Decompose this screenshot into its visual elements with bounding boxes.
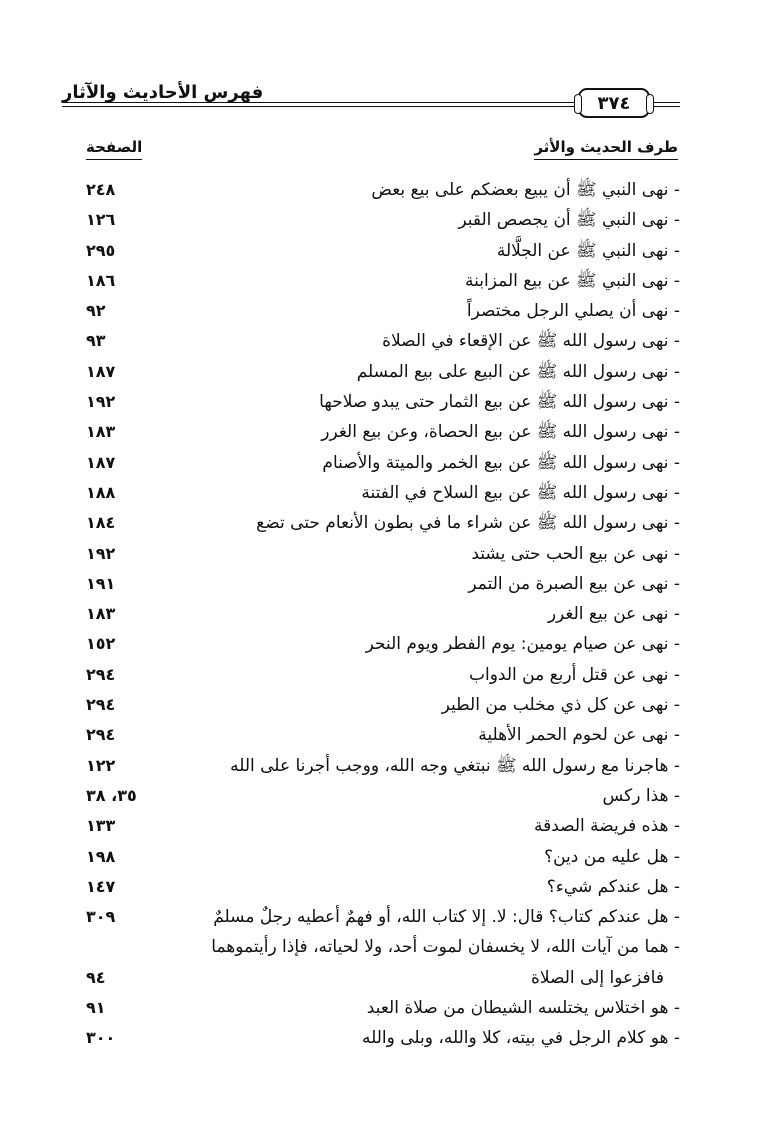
entry-text: - نهى عن قتل أربع من الدواب [468, 664, 680, 685]
index-entry [86, 387, 680, 417]
entry-page-number: ٣٠٩ [86, 907, 116, 927]
entry-text: - نهى النبي ﷺ عن الجلَّالة [496, 240, 680, 261]
entry-text: - هو اختلاس يختلسه الشيطان من صلاة العبد [366, 998, 680, 1019]
index-entry [86, 932, 680, 962]
entry-text: - نهى عن بيع الحب حتى يشتد [471, 543, 680, 564]
index-entry [86, 1023, 680, 1053]
index-entry [86, 993, 680, 1023]
entry-text: - هذه فريضة الصدقة [533, 816, 680, 837]
index-entry [86, 842, 680, 872]
entry-text: - نهى أن يصلي الرجل مختصراً [466, 301, 680, 322]
entry-page-number: ١٩٨ [86, 846, 116, 866]
index-entry [86, 236, 680, 266]
index-entry [86, 902, 680, 932]
index-entry [86, 781, 680, 811]
index-entry [86, 872, 680, 902]
index-entry [86, 266, 680, 296]
index-entry [86, 539, 680, 569]
entry-page-number: ٢٤٨ [86, 180, 116, 199]
index-entry [86, 175, 680, 205]
entry-text: - نهى عن كل ذي مخلب من الطير [441, 695, 680, 716]
entry-text: فافزعوا إلى الصلاة [530, 967, 664, 988]
index-entry [86, 690, 680, 720]
entry-text: - نهى عن بيع الغرر [547, 604, 680, 625]
entry-text: - نهى رسول الله ﷺ عن الإقعاء في الصلاة [382, 331, 680, 352]
entry-text: - نهى النبي ﷺ عن بيع المزابنة [465, 270, 680, 291]
entry-text: - نهى عن بيع الصبرة من التمر [468, 573, 680, 594]
index-entry [86, 357, 680, 387]
index-entry [86, 720, 680, 750]
entry-page-number: ٢٩٤ [86, 695, 116, 715]
entry-text: - هذا ركس [602, 785, 680, 806]
entry-page-number: ٩١ [86, 998, 106, 1018]
entry-page-number: ١٨٣ [86, 604, 116, 624]
page-column-heading: الصفحة [86, 138, 142, 160]
entry-page-number: ١٥٢ [86, 634, 116, 654]
index-entry [86, 599, 680, 629]
entry-page-number: ١٨٨ [86, 482, 116, 502]
entry-page-number: ٩٤ [86, 967, 106, 987]
entry-text: - هل عليه من دين؟ [544, 846, 680, 867]
entry-text: - هما من آيات الله، لا يخسفان لموت أحد، ولا لحياته، فإذا رأيتموهما [211, 937, 680, 958]
entry-page-number: ١٩٢ [86, 543, 116, 563]
entry-text: - نهى عن صيام يومين: يوم الفطر ويوم النحر [365, 634, 680, 655]
entry-page-number: ١٢٢ [86, 755, 116, 775]
entry-page-number: ١٢٦ [86, 210, 116, 230]
entry-page-number: ١٨٤ [86, 513, 116, 533]
entry-text: - هاجرنا مع رسول الله ﷺ نبتغي وجه الله، ووجب أجرنا على الله [230, 755, 680, 776]
entry-page-number: ٢٩٤ [86, 664, 116, 684]
index-entry [86, 811, 680, 841]
entry-page-number: ١٨٦ [86, 270, 116, 290]
entry-page-number: ١٩٢ [86, 392, 116, 412]
entry-page-number: ٢٩٥ [86, 240, 116, 260]
index-entry [86, 751, 680, 781]
header-rule [62, 106, 577, 107]
entry-text: - نهى النبي ﷺ أن يجصص القبر [458, 210, 680, 231]
index-entry [86, 963, 680, 993]
page-header [62, 78, 680, 118]
header-rule [652, 106, 680, 107]
index-entry [86, 629, 680, 659]
index-entry [86, 448, 680, 478]
entry-text: - نهى رسول الله ﷺ عن بيع الحصاة، وعن بيع الغرر [321, 422, 680, 443]
index-entry [86, 326, 680, 356]
hadith-column-heading: طرف الحديث والأثر [534, 138, 678, 160]
index-entry [86, 569, 680, 599]
entry-page-number: ١٨٣ [86, 422, 116, 442]
entry-text: - نهى رسول الله ﷺ عن البيع على بيع المسلم [356, 361, 680, 382]
entry-text: - نهى رسول الله ﷺ عن بيع الخمر والميتة والأصنام [322, 452, 680, 473]
index-entries [86, 175, 680, 1054]
entry-page-number: ١٨٧ [86, 452, 116, 472]
index-entry [86, 660, 680, 690]
entry-text: - نهى النبي ﷺ أن يبيع بعضكم على بيع بعض [371, 180, 680, 200]
entry-page-number: ٣٠٠ [86, 1028, 116, 1048]
entry-text: - هو كلام الرجل في بيته، كلا والله، وبلى والله [361, 1028, 680, 1049]
index-entry [86, 508, 680, 538]
running-title: فهرس الأحاديث والآثار [62, 82, 264, 103]
entry-text: - نهى عن لحوم الحمر الأهلية [478, 725, 680, 746]
entry-text: - نهى رسول الله ﷺ عن شراء ما في بطون الأنعام حتى تضع [256, 513, 680, 534]
index-entry [86, 417, 680, 447]
entry-text: - هل عندكم شيء؟ [546, 876, 680, 897]
page-number: ٣٧٤ [578, 88, 650, 118]
entry-page-number: ٩٢ [86, 301, 106, 321]
header-rule [62, 102, 577, 103]
header-rule [652, 102, 680, 103]
entry-page-number: ٣٥، ٣٨ [86, 785, 137, 805]
entry-text: - نهى رسول الله ﷺ عن بيع الثمار حتى يبدو صلاحها [319, 392, 680, 413]
entry-page-number: ١٤٧ [86, 876, 116, 896]
entry-page-number: ٢٩٤ [86, 725, 116, 745]
entry-text: - هل عندكم كتاب؟ قال: لا. إلا كتاب الله، أو فهمٌ أعطيه رجلٌ مسلمٌ [213, 907, 680, 928]
index-entry [86, 205, 680, 235]
entry-page-number: ١٩١ [86, 573, 116, 593]
entry-text: - نهى رسول الله ﷺ عن بيع السلاح في الفتنة [361, 482, 680, 503]
index-entry [86, 296, 680, 326]
entry-page-number: ١٨٧ [86, 361, 116, 381]
entry-page-number: ٩٣ [86, 331, 106, 351]
entry-page-number: ١٣٣ [86, 816, 116, 836]
index-entry [86, 478, 680, 508]
